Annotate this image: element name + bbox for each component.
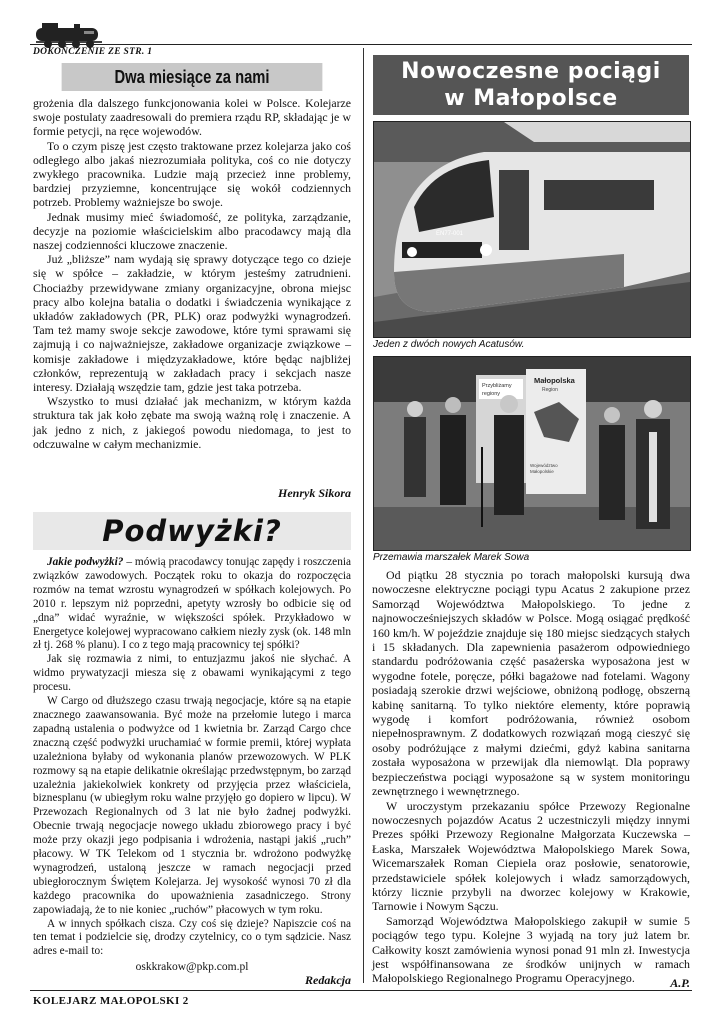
article2-paragraph: A w innych spółkach cisza. Czy coś się dzieje? Napiszcie coś na ten temat i podzielcie się, drodzy czytelnicy, co o tym sądzicie. Nasz adres e-mail to:	[33, 917, 351, 958]
train-photo	[373, 121, 691, 338]
article1-paragraph: Jednak musimy mieć świadomość, ze polityka, zarządzanie, decyzje na poziomie właścicielskim albo pracodawcy mają dla naszej codzienności kluczowe znaczenie.	[33, 209, 351, 253]
article3-body	[372, 568, 690, 986]
article3-title-line1: Nowoczesne pociągi	[401, 59, 661, 84]
continuation-note: DOKOŃCZENIE ZE STR. 1	[33, 47, 153, 57]
article3-paragraph: Samorząd Województwa Małopolskiego zakupił w sumie 5 pociągów tego typu. Kolejne 3 wyjadą na tory już latem br. Całkowity koszt zamówienia wynosi ponad 91 mln zł. Inwestycja jest współfinansowana ze środków unijnych w ramach Małopolskiego Regionalnego Programu Operacyjnego.	[372, 913, 690, 986]
train-photo-illustration	[374, 122, 690, 337]
article2-paragraph	[33, 556, 351, 653]
column-divider	[363, 48, 364, 983]
article2-paragraph: Jak się rozmawia z nimi, to entuzjazmu jakoś nie słychać. A widmo prywatyzacji miesza się z obawami wynikającymi z tego procesu.	[33, 653, 351, 694]
article3-author: A.P.	[670, 976, 690, 990]
article3-paragraph: Od piątku 28 stycznia po torach małopolski kursują dwa nowoczesne elektryczne pociągi typu Acatus 2 zakupione przez Samorząd Województwa Małopolskiego. To jedne z najnowocześniejszych składów w Polsce. Mogą osiągać prędkość 160 km/h. W pojeździe znajduje się 180 miejsc siedzących stałych i 15 składanych. Dla zapewnienia pasażerom odpowiedniego standardu podróżowania część pasażerska wyposażona jest w wygodne fotele, poręcze, półki bagażowe nad fotelami. Wagony posiadają szerokie drzwi wejściowe, obniżoną podłogę, obszerną kabinę sanitarną. To tylko niektóre elementy, które poprawią wygodę i komfort podróżowania, również osobom niepełnosprawnym. Z dodatkowych rozwiązań mogą cieszyć się osoby podróżujące z małymi dziećmi, gdyż kabina sanitarna została wyposażona w przewijak dla niemowląt. Dla poprawy bezpieczeństwa pociągi wyposażone są w system monitoringu zewnętrznego i wewnętrznego.	[372, 568, 690, 799]
top-rule	[30, 44, 692, 45]
ceremony-photo-illustration	[374, 357, 690, 550]
article3-paragraph: W uroczystym przekazaniu spółce Przewozy Regionalne nowoczesnych pojazdów Acatus 2 uczestniczyli między innymi Prezes spółki Przewozy Regionalne Małgorzata Kuczewska – Łaska, Marszałek Województwa Małopolskiego Marek Sowa, Wicemarszałek Roman Ciepiela oraz posłowie, senatorowie, przedstawiciele spółek kolejowych i władz samorządowych, którzy licznie przybyli na dworzec kolejowy w Krakowie, Tarnowie i Nowym Sączu.	[372, 798, 690, 914]
banner-left-line1: Przybliżamy	[482, 383, 512, 389]
ceremony-photo	[373, 356, 691, 551]
article3-title-line2: w Małopolsce	[444, 86, 618, 111]
article1-author: Henryk Sikora	[277, 486, 351, 500]
article1-paragraph: Wszystko to musi działać jak mechanizm, w którym każda struktura tak jak koło zębate ma swoją ważną rolę i znaczenie. A jak jedno z nich, z jakiegoś powodu niedomaga, to jest to odczuwalne w całym mechanizmie.	[33, 394, 351, 451]
banner-left-line2: regiony	[482, 391, 501, 397]
contact-email[interactable]: oskkrakow@pkp.com.pl	[135, 961, 249, 973]
article1-paragraph: Już „bliższe” nam wydają się sprawy dotyczące tego co dzieje się w spółce – zakładzie, w którym jesteśmy zatrudnieni. Chociażby przewidywane zmiany organizacyjne, obrona miejsc pracy albo kolejna batalia o dodatki i świadczenia wynikające z układów zakładowych (PR, PLK) oraz podwyżki wynagrodzeń. Tam też mamy swoje sekcje zawodowe, które tymi sprawami się zajmują i co najważniejsze, zakładowe organizacje związkowe – komisje zakładowe i międzyzakładowe, które będąc najbliżej członków, reprezentują w zakładach pracy i sekcjach nasze interesy. Działają wszędzie tam, gdzie jest taka potrzeba.	[33, 252, 351, 395]
article2-title: Podwyżki?	[33, 512, 351, 550]
article2-author: Redakcja	[305, 973, 351, 987]
banner-right-subtitle: Region	[542, 387, 558, 393]
footer-label: KOLEJARZ MAŁOPOLSKI 2	[33, 995, 189, 1007]
banner-right-bottom1: Województwo	[530, 463, 558, 468]
banner-right-bottom2: Małopolskie	[530, 469, 554, 474]
article1-body	[33, 96, 351, 451]
train-id-label: EN77-001	[436, 231, 464, 237]
article3-title	[373, 55, 689, 115]
photo2-caption: Przemawia marszałek Marek Sowa	[373, 552, 530, 563]
article1-title: Dwa miesiące za nami	[62, 63, 323, 91]
bottom-rule	[30, 990, 692, 991]
article2-lead: Jakie podwyżki?	[47, 556, 124, 568]
locomotive-logo-icon	[34, 20, 104, 50]
article2-paragraph: W Cargo od dłuższego czasu trwają negocjacje, które są na etapie znacznego zaawansowania. Być może na przełomie lutego i marca zapadną ustalenia o podwyżce od 1 kwietnia br. Zarząd Cargo chce znaczną część podwyżki uruchamiać w formie premii, której wypłata uzależniona byłaby od wykonania planów przewozowych. W PLK rozmowy są na etapie delikatnie określając przedwstępnym, bo zarząd uzależnia jakiekolwiek konkrety od przyjęcia przez właściciela, biznesplanu (w ubiegłym roku walne przyjęło go dopiero w lipcu). W Przewozach Regionalnych od 3 lat nie było żadnej podwyżki. Obecnie trwają negocjacje nowego układu zbiorowego pracy i być może przy okazji jego podpisania i wdrożenia, nastąpi jakiś „ruch” płacowy. W TK Telekom od 1 stycznia br. wdrożono podwyżkę wynagrodzeń, ustaloną jeszcze w ramach negocjacji przed ubiegłorocznym Świętem Kolejarza. Jej wysokość wynosi 70 zł dla każdego pracownika do upoważnienia zasadniczego. Strony zapowiadają, że to nie koniec „ruchów” płacowych w tym roku.	[33, 695, 351, 916]
article2-lead-text: – mówią pracodawcy tonując zapędy i roszczenia związków zawodowych. Początek roku to okazja do rozpoczęcia rozmów na temat wzrostu wynagrodzeń w spółkach kolejowych. Po 2010 r. lepszym niż poprzedni, apetyty wzrosły bo odbicie się od „dna” widać wyraźnie, w większości spółek. Przykładowo w Energetyce kolejowej wypracowano całkiem niezły zysk (ok. 148 mln zł tj. 268 % planu). I co z tego mają pracownicy tej spółki?	[33, 556, 351, 652]
article2-body	[33, 556, 351, 959]
photo1-caption: Jeden z dwóch nowych Acatusów.	[373, 339, 525, 350]
banner-right-title: Małopolska	[534, 376, 575, 385]
article1-paragraph: To o czym piszę jest często traktowane przez kolejarza jako coś odległego albo jakaś niezrozumiała polityka, coś co nie dotyczy zwykłego pracownika. Ludzie mają przecież inne problemy, bardziej przyziemne, koncentrujące się wokół codziennych potrzeb. Problemy ważniejsze bo swoje.	[33, 138, 351, 210]
article1-paragraph: grożenia dla dalszego funkcjonowania kolei w Polsce. Kolejarze swoje postulaty zaadresowali do premiera rządu RP, składając je w formie petycji, na ręce wojewodów.	[33, 96, 351, 139]
